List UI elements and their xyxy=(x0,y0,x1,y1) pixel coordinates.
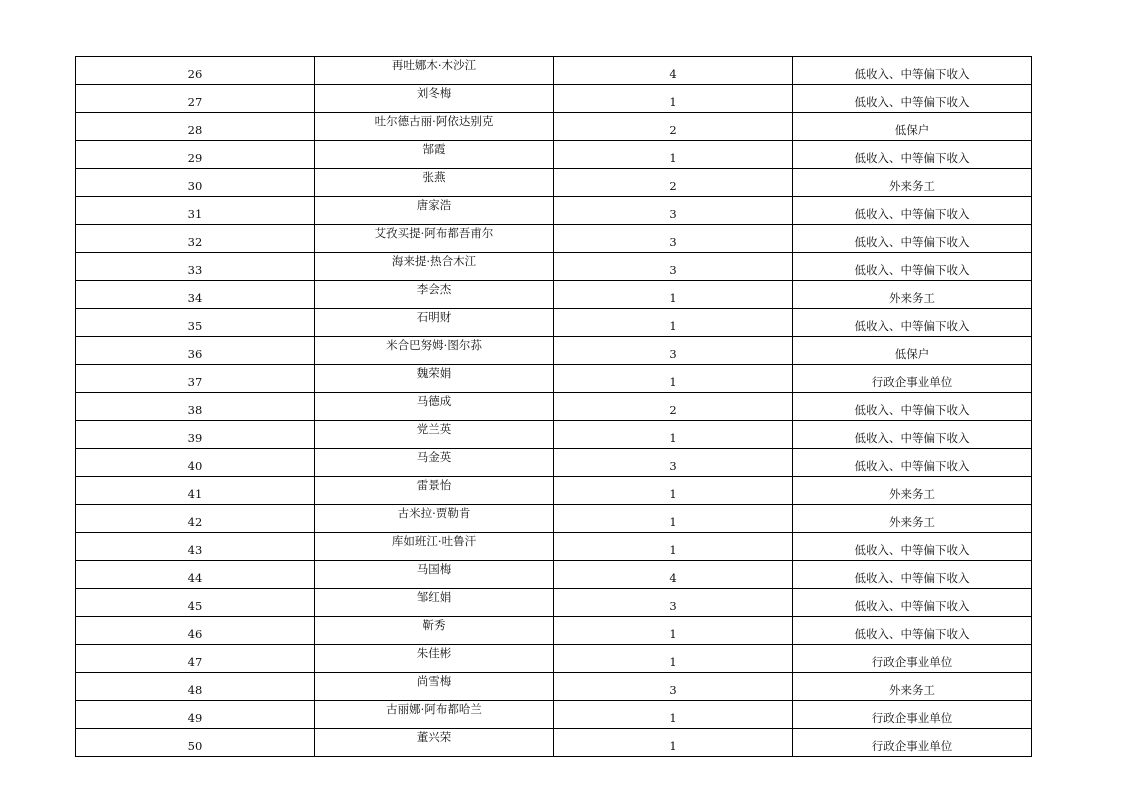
applicant-name-cell: 再吐娜木·木沙江 xyxy=(315,57,554,85)
category-cell: 低收入、中等偏下收入 xyxy=(793,197,1032,225)
category-cell: 低收入、中等偏下收入 xyxy=(793,533,1032,561)
applicant-name-cell: 海来提·热合木江 xyxy=(315,253,554,281)
category-cell: 外来务工 xyxy=(793,673,1032,701)
category-cell: 低保户 xyxy=(793,337,1032,365)
applicant-name-cell: 马金英 xyxy=(315,449,554,477)
row-number-cell: 32 xyxy=(76,225,315,253)
household-count-cell: 2 xyxy=(554,169,793,197)
category-cell: 低收入、中等偏下收入 xyxy=(793,421,1032,449)
category-cell: 外来务工 xyxy=(793,169,1032,197)
row-number-cell: 38 xyxy=(76,393,315,421)
applicant-name-cell: 张燕 xyxy=(315,169,554,197)
applicant-name-cell: 米合巴努姆·图尔荪 xyxy=(315,337,554,365)
row-number-cell: 33 xyxy=(76,253,315,281)
category-cell: 低收入、中等偏下收入 xyxy=(793,253,1032,281)
table-row xyxy=(76,449,1032,477)
table-row xyxy=(76,673,1032,701)
row-number-cell: 26 xyxy=(76,57,315,85)
table-row xyxy=(76,533,1032,561)
table-row xyxy=(76,477,1032,505)
category-cell: 低收入、中等偏下收入 xyxy=(793,141,1032,169)
household-count-cell: 1 xyxy=(554,617,793,645)
applicant-name-cell: 郜霞 xyxy=(315,141,554,169)
row-number-cell: 49 xyxy=(76,701,315,729)
row-number-cell: 28 xyxy=(76,113,315,141)
household-count-cell: 1 xyxy=(554,505,793,533)
applicant-name-cell: 刘冬梅 xyxy=(315,85,554,113)
row-number-cell: 44 xyxy=(76,561,315,589)
household-count-cell: 1 xyxy=(554,365,793,393)
category-cell: 低收入、中等偏下收入 xyxy=(793,561,1032,589)
table-row xyxy=(76,225,1032,253)
row-number-cell: 29 xyxy=(76,141,315,169)
table-row xyxy=(76,561,1032,589)
household-count-cell: 1 xyxy=(554,533,793,561)
household-count-cell: 3 xyxy=(554,589,793,617)
row-number-cell: 43 xyxy=(76,533,315,561)
table-row xyxy=(76,421,1032,449)
category-cell: 低收入、中等偏下收入 xyxy=(793,449,1032,477)
table-row xyxy=(76,197,1032,225)
row-number-cell: 30 xyxy=(76,169,315,197)
applicant-name-cell: 古丽娜·阿布都哈兰 xyxy=(315,701,554,729)
household-count-cell: 3 xyxy=(554,225,793,253)
household-count-cell: 1 xyxy=(554,141,793,169)
household-count-cell: 3 xyxy=(554,673,793,701)
category-cell: 行政企事业单位 xyxy=(793,365,1032,393)
applicant-name-cell: 党兰英 xyxy=(315,421,554,449)
applicant-name-cell: 艾孜买提·阿布都吾甫尔 xyxy=(315,225,554,253)
household-count-cell: 1 xyxy=(554,309,793,337)
applicant-name-cell: 雷景怡 xyxy=(315,477,554,505)
applicant-name-cell: 李会杰 xyxy=(315,281,554,309)
applicant-name-cell: 尚雪梅 xyxy=(315,673,554,701)
category-cell: 行政企事业单位 xyxy=(793,729,1032,757)
row-number-cell: 31 xyxy=(76,197,315,225)
table-body xyxy=(76,57,1032,757)
category-cell: 行政企事业单位 xyxy=(793,645,1032,673)
table-row xyxy=(76,589,1032,617)
row-number-cell: 39 xyxy=(76,421,315,449)
row-number-cell: 45 xyxy=(76,589,315,617)
household-count-cell: 1 xyxy=(554,477,793,505)
row-number-cell: 42 xyxy=(76,505,315,533)
table-row xyxy=(76,113,1032,141)
household-count-cell: 2 xyxy=(554,393,793,421)
applicant-name-cell: 马国梅 xyxy=(315,561,554,589)
household-count-cell: 3 xyxy=(554,197,793,225)
household-count-cell: 2 xyxy=(554,113,793,141)
applicant-name-cell: 唐家浩 xyxy=(315,197,554,225)
household-count-cell: 4 xyxy=(554,57,793,85)
category-cell: 低收入、中等偏下收入 xyxy=(793,617,1032,645)
applicant-name-cell: 邹红娟 xyxy=(315,589,554,617)
category-cell: 低收入、中等偏下收入 xyxy=(793,225,1032,253)
applicant-name-cell: 朱佳彬 xyxy=(315,645,554,673)
household-count-cell: 3 xyxy=(554,253,793,281)
applicant-name-cell: 董兴荣 xyxy=(315,729,554,757)
household-count-cell: 1 xyxy=(554,645,793,673)
category-cell: 外来务工 xyxy=(793,281,1032,309)
row-number-cell: 46 xyxy=(76,617,315,645)
table-row xyxy=(76,169,1032,197)
category-cell: 外来务工 xyxy=(793,477,1032,505)
household-count-cell: 1 xyxy=(554,701,793,729)
table-row xyxy=(76,253,1032,281)
applicant-name-cell: 库如班江·吐鲁汗 xyxy=(315,533,554,561)
category-cell: 低保户 xyxy=(793,113,1032,141)
table-row xyxy=(76,281,1032,309)
category-cell: 行政企事业单位 xyxy=(793,701,1032,729)
row-number-cell: 48 xyxy=(76,673,315,701)
row-number-cell: 40 xyxy=(76,449,315,477)
row-number-cell: 35 xyxy=(76,309,315,337)
category-cell: 外来务工 xyxy=(793,505,1032,533)
applicant-name-cell: 古米拉·贾勒肯 xyxy=(315,505,554,533)
applicant-name-cell: 靳秀 xyxy=(315,617,554,645)
table-row xyxy=(76,645,1032,673)
household-count-cell: 3 xyxy=(554,449,793,477)
category-cell: 低收入、中等偏下收入 xyxy=(793,57,1032,85)
category-cell: 低收入、中等偏下收入 xyxy=(793,589,1032,617)
table-row xyxy=(76,337,1032,365)
row-number-cell: 34 xyxy=(76,281,315,309)
table-row xyxy=(76,57,1032,85)
household-count-cell: 3 xyxy=(554,337,793,365)
household-count-cell: 1 xyxy=(554,729,793,757)
table-row xyxy=(76,701,1032,729)
table-row xyxy=(76,365,1032,393)
table-row xyxy=(76,309,1032,337)
category-cell: 低收入、中等偏下收入 xyxy=(793,393,1032,421)
table-row xyxy=(76,505,1032,533)
applicant-name-cell: 吐尔德古丽·阿依达别克 xyxy=(315,113,554,141)
household-count-cell: 1 xyxy=(554,281,793,309)
household-count-cell: 1 xyxy=(554,421,793,449)
household-count-cell: 1 xyxy=(554,85,793,113)
applicant-name-cell: 石明财 xyxy=(315,309,554,337)
table-row xyxy=(76,85,1032,113)
applicant-name-cell: 魏荣娟 xyxy=(315,365,554,393)
row-number-cell: 36 xyxy=(76,337,315,365)
household-count-cell: 4 xyxy=(554,561,793,589)
housing-list-table xyxy=(75,56,1032,757)
category-cell: 低收入、中等偏下收入 xyxy=(793,85,1032,113)
table-row xyxy=(76,141,1032,169)
housing-list-table-container xyxy=(75,56,1031,757)
applicant-name-cell: 马德成 xyxy=(315,393,554,421)
row-number-cell: 27 xyxy=(76,85,315,113)
row-number-cell: 47 xyxy=(76,645,315,673)
row-number-cell: 37 xyxy=(76,365,315,393)
table-row xyxy=(76,393,1032,421)
row-number-cell: 50 xyxy=(76,729,315,757)
row-number-cell: 41 xyxy=(76,477,315,505)
table-row xyxy=(76,729,1032,757)
category-cell: 低收入、中等偏下收入 xyxy=(793,309,1032,337)
table-row xyxy=(76,617,1032,645)
